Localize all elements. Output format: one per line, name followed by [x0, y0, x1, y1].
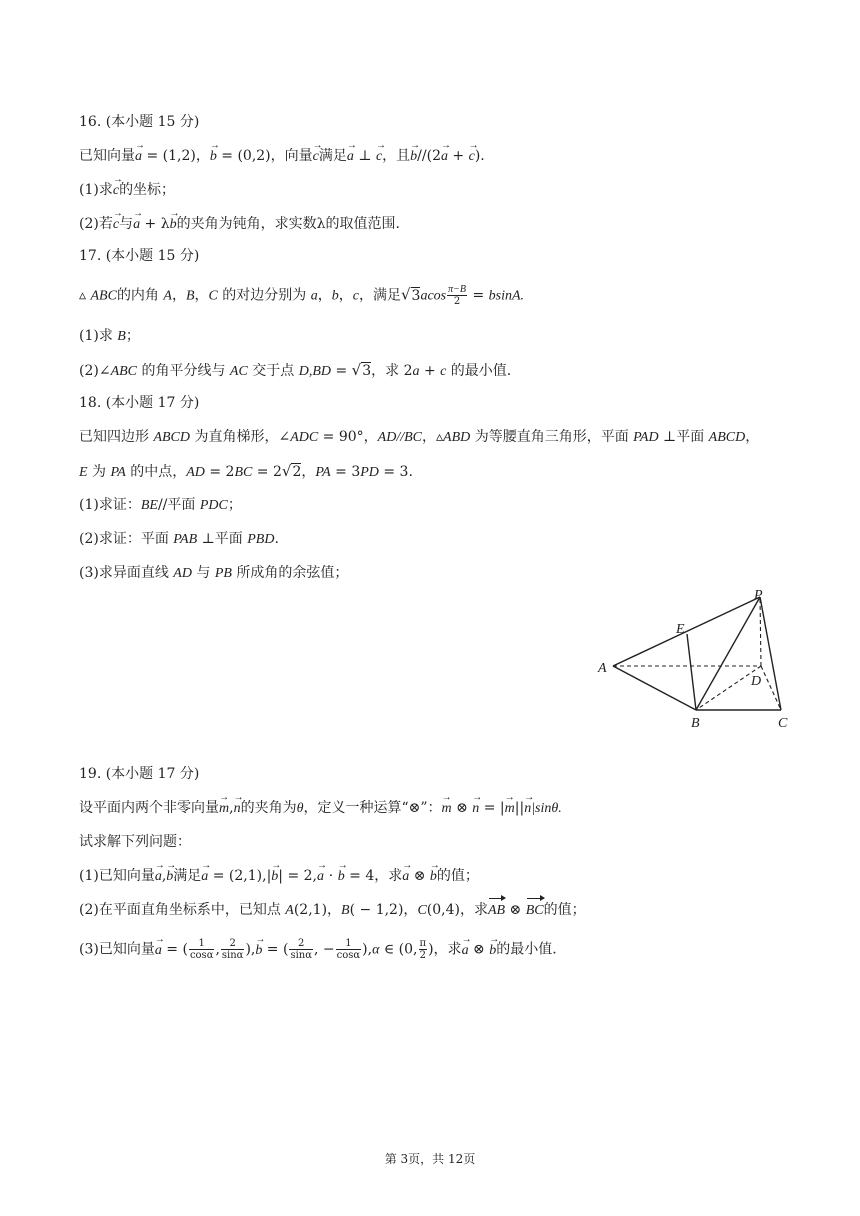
math: BE: [140, 498, 158, 513]
math: A: [285, 903, 294, 918]
math: AD//BC: [377, 430, 422, 445]
math: A: [163, 288, 172, 304]
vec-AB: AB: [488, 901, 505, 921]
text: 的夹角为: [240, 800, 297, 816]
text: )，求: [428, 941, 462, 958]
q17-stem: ▵ ABC的内角 A，B，C 的对边分别为 a，b，c，满足√3acos $\frac{\pi-B}{2}$ = bsinA.: [79, 284, 525, 307]
q18-stem-line2: [79, 461, 413, 483]
text: ,: [229, 800, 234, 816]
edge-DC-hidden: [761, 666, 781, 710]
q19-part2: [79, 900, 586, 921]
text: ∈ (0,: [379, 941, 418, 958]
vec-c: → c: [469, 147, 475, 167]
math: |sinθ.: [531, 801, 562, 816]
text: = (2,1),|: [208, 868, 272, 884]
text: 为: [87, 464, 111, 480]
numerator: 2: [221, 938, 245, 950]
denominator: 2: [419, 950, 426, 961]
text: 已知向量: [79, 148, 135, 164]
pyramid-figure: [595, 586, 795, 730]
vec-c: → c: [376, 147, 382, 167]
vec-a: → a: [201, 867, 208, 887]
vec-c: → c: [113, 215, 119, 235]
text: ⊗: [468, 941, 490, 958]
text: ，定义一种运算“⊗”：: [303, 800, 442, 816]
vec-b: → b: [271, 867, 278, 887]
fraction: [419, 938, 428, 961]
vec-a: → a: [462, 941, 469, 961]
math: AD: [173, 566, 192, 581]
vec-b: → b: [166, 867, 173, 887]
math: C: [208, 288, 218, 304]
q17-part2: [79, 360, 511, 382]
edge-AB: [613, 666, 696, 710]
text: ⊥平面: [197, 531, 248, 547]
vec-b: → b: [430, 867, 437, 887]
label-C: C: [778, 716, 788, 730]
text: = 2: [204, 464, 235, 480]
text: (2)求证：平面: [79, 531, 174, 547]
text: (3)求异面直线: [79, 565, 174, 581]
vec-a: → a: [317, 867, 324, 887]
math: ABD: [443, 430, 471, 445]
text: 的值；: [543, 902, 586, 918]
text: ⊗: [505, 902, 526, 918]
label-B: B: [691, 716, 700, 730]
text: ，满足: [358, 287, 401, 304]
label-P: P: [754, 588, 763, 603]
text: ),: [362, 941, 373, 958]
text: 为直角梯形，∠: [190, 429, 291, 445]
q19-part3: (3)已知向量→ a = ( $\frac{1}{\cos\alpha}$ , $\frac{2}{\sin\alpha}$ ),→ b = ( $\frac{2}{\sin\alpha}$ , − $\frac{1}{\cos\alpha}$ ),α ∈ (0, $\frac{\pi}{2}$ )，求→ a ⊗ → b的最小值.: [79, 938, 557, 961]
vec-n: → n: [524, 799, 531, 819]
text: ，且: [382, 148, 411, 164]
text: = |: [479, 800, 505, 816]
text: + λ: [140, 216, 170, 232]
math: PDC: [199, 498, 228, 513]
text: //平面: [157, 497, 200, 513]
text: 的最小值.: [446, 363, 512, 379]
text: ||: [514, 800, 525, 816]
vec-b: → b: [489, 941, 496, 961]
math: BC: [234, 465, 253, 480]
vec-b: → b: [410, 147, 417, 167]
text: (3)已知向量: [79, 941, 155, 958]
sqrt-symbol: √: [281, 462, 292, 480]
text: ；: [125, 328, 140, 344]
text: = (: [262, 941, 289, 958]
text: ，求 2: [371, 363, 413, 379]
denominator: sinα: [290, 950, 312, 961]
math: ADC: [290, 430, 319, 445]
text: , −: [313, 941, 335, 958]
text: ，▵: [422, 429, 444, 445]
vec-a: → a: [155, 941, 162, 961]
vec-c: → c: [113, 181, 119, 201]
text: ，: [745, 429, 760, 445]
math: AC: [229, 364, 248, 379]
math: α: [372, 942, 380, 958]
triangle-symbol: ▵: [79, 287, 87, 304]
q17-header: 17. (本小题 15 分): [79, 248, 200, 264]
text: ( − 1,2)，: [349, 902, 418, 918]
math: AD: [186, 465, 205, 480]
vec-a: → a: [155, 867, 162, 887]
text: ⊗: [451, 800, 473, 816]
vec-a: → a: [347, 147, 354, 167]
math: a: [412, 364, 420, 379]
numerator: 1: [189, 938, 215, 950]
fraction: [289, 938, 313, 961]
vec-b: → b: [210, 147, 217, 167]
q16-stem: [79, 146, 485, 167]
text: (2)∠: [79, 363, 111, 379]
q19-instructions: 试求解下列问题：: [79, 834, 191, 850]
fraction: [447, 284, 467, 307]
sqrt-symbol: √: [351, 361, 362, 379]
text: 满足: [318, 148, 347, 164]
denominator: cosα: [336, 950, 361, 961]
text: (1)求: [79, 328, 118, 344]
text: 设平面内两个非零向量: [79, 800, 219, 816]
text: (1)求证：: [79, 497, 141, 513]
vec-a: → a: [402, 867, 409, 887]
numerator: π: [419, 938, 427, 949]
math: ABCD: [708, 430, 746, 445]
text: (2,1)，: [293, 902, 342, 918]
text: 的夹角为钝角，求实数λ的取值范围.: [176, 216, 400, 232]
math: b: [331, 288, 339, 304]
numerator: 1: [336, 938, 362, 950]
math: D: [298, 364, 309, 379]
label-A: A: [598, 661, 607, 676]
text: = (1,2)，: [142, 148, 210, 164]
text: ).: [474, 148, 485, 164]
sqrt-content: 3: [411, 287, 421, 304]
text: 的值；: [436, 868, 479, 884]
text: = 4，求: [344, 868, 403, 884]
label-D: D: [751, 674, 762, 689]
vec-m: → m: [505, 799, 515, 819]
text: +: [447, 148, 469, 164]
text: (2)在平面直角坐标系中，已知点: [79, 902, 286, 918]
math: c: [440, 364, 447, 379]
text: ；: [227, 497, 242, 513]
text: | = 2,: [278, 868, 318, 884]
text: =: [468, 287, 489, 304]
edge-PC: [760, 597, 781, 710]
text: ⊥: [353, 148, 376, 164]
vec-BC: BC: [526, 901, 544, 921]
math: ABCD: [153, 430, 191, 445]
math: C: [417, 903, 427, 918]
q18-stem-line1: [79, 427, 759, 448]
math: PA: [110, 465, 126, 480]
fraction: [189, 938, 215, 961]
text: ,: [161, 868, 167, 884]
text: .: [274, 531, 279, 547]
vec-b: → b: [255, 941, 262, 961]
text: ⊥平面: [658, 429, 709, 445]
text: 的最小值.: [496, 941, 557, 958]
math: PBD: [247, 532, 275, 547]
q18-part1: [79, 495, 242, 516]
text: +: [419, 363, 441, 379]
math: ,BD: [308, 364, 332, 379]
math: acos: [420, 288, 447, 304]
math: B: [117, 329, 126, 344]
text: 的内角: [116, 287, 164, 304]
text: 满足: [173, 868, 202, 884]
text: ⊗: [409, 868, 430, 884]
math: B: [185, 288, 195, 304]
text: = 90°，: [318, 429, 378, 445]
label-E: E: [676, 622, 685, 637]
text: 与: [119, 216, 134, 232]
text: (1)求: [79, 182, 113, 198]
text: 与: [191, 565, 215, 581]
vec-a: → a: [441, 147, 448, 167]
edge-PD-hidden: [760, 597, 761, 666]
vec-m: → m: [442, 799, 452, 819]
math: E: [79, 465, 88, 480]
math: PAD: [633, 430, 659, 445]
sqrt-content: 3: [362, 363, 372, 379]
edge-AP: [613, 597, 760, 666]
vec-n: → n: [472, 799, 479, 819]
vec-m: → m: [219, 799, 229, 819]
text: = (0,2)，向量: [216, 148, 313, 164]
q18-part3: [79, 563, 348, 584]
text: 所成角的余弦值；: [231, 565, 349, 581]
q18-header: 18. (本小题 17 分): [79, 395, 200, 411]
q19-part1: [79, 866, 479, 887]
math: PA: [315, 465, 331, 480]
text: = 3: [330, 464, 361, 480]
text: (1)已知向量: [79, 868, 155, 884]
math: PAB: [173, 532, 198, 547]
numerator: π−B: [448, 284, 467, 295]
text: =: [331, 363, 352, 379]
math: PD: [360, 465, 379, 480]
text: ⋅: [324, 868, 338, 884]
text: (0,4)，求: [426, 902, 488, 918]
denominator: 2: [453, 296, 461, 307]
vec-b: → b: [170, 215, 177, 235]
fraction: [336, 938, 362, 961]
q19-stem: [79, 798, 562, 819]
q16-part1: [79, 180, 175, 201]
text: //(2: [417, 148, 441, 164]
text: 交于点: [247, 363, 299, 379]
math: ABC: [90, 288, 117, 304]
edge-EB: [687, 634, 696, 710]
text: = 2: [252, 464, 282, 480]
math: θ: [296, 801, 304, 816]
fraction: [221, 938, 245, 961]
text: 的坐标；: [119, 182, 176, 198]
q17-part1: [79, 326, 140, 347]
vec-a: → a: [133, 215, 140, 235]
denominator: sinα: [221, 950, 244, 961]
math: bsinA.: [488, 288, 525, 304]
vec-n: → n: [234, 799, 241, 819]
page-footer: 第 3页，共 12页: [384, 1152, 476, 1166]
text: 已知四边形: [79, 429, 154, 445]
numerator: 2: [289, 938, 313, 950]
text: 的中点，: [125, 464, 187, 480]
sqrt-content: 2: [292, 464, 302, 480]
math: a: [310, 288, 318, 304]
vec-b: → b: [338, 867, 345, 887]
math: ABC: [110, 364, 138, 379]
text: ，: [301, 464, 316, 480]
text: 为等腰直角三角形，平面: [470, 429, 634, 445]
math: c: [352, 288, 359, 304]
q16-part2: [79, 214, 400, 235]
text: (2)若: [79, 216, 113, 232]
q16-header: 16. (本小题 15 分): [79, 114, 200, 130]
vec-a: → a: [135, 147, 142, 167]
q18-part2: [79, 529, 279, 550]
edge-PB: [696, 597, 760, 710]
text: = (: [161, 941, 188, 958]
text: 的角平分线与: [137, 363, 230, 379]
text: = 3.: [378, 464, 413, 480]
math: B: [341, 903, 350, 918]
text: 的对边分别为: [217, 287, 311, 304]
q19-header: 19. (本小题 17 分): [79, 766, 200, 782]
denominator: cosα: [189, 950, 214, 961]
math: PB: [214, 566, 232, 581]
text: ),: [245, 941, 256, 958]
sqrt-symbol: √: [400, 285, 411, 304]
vec-c: → c: [313, 147, 319, 167]
